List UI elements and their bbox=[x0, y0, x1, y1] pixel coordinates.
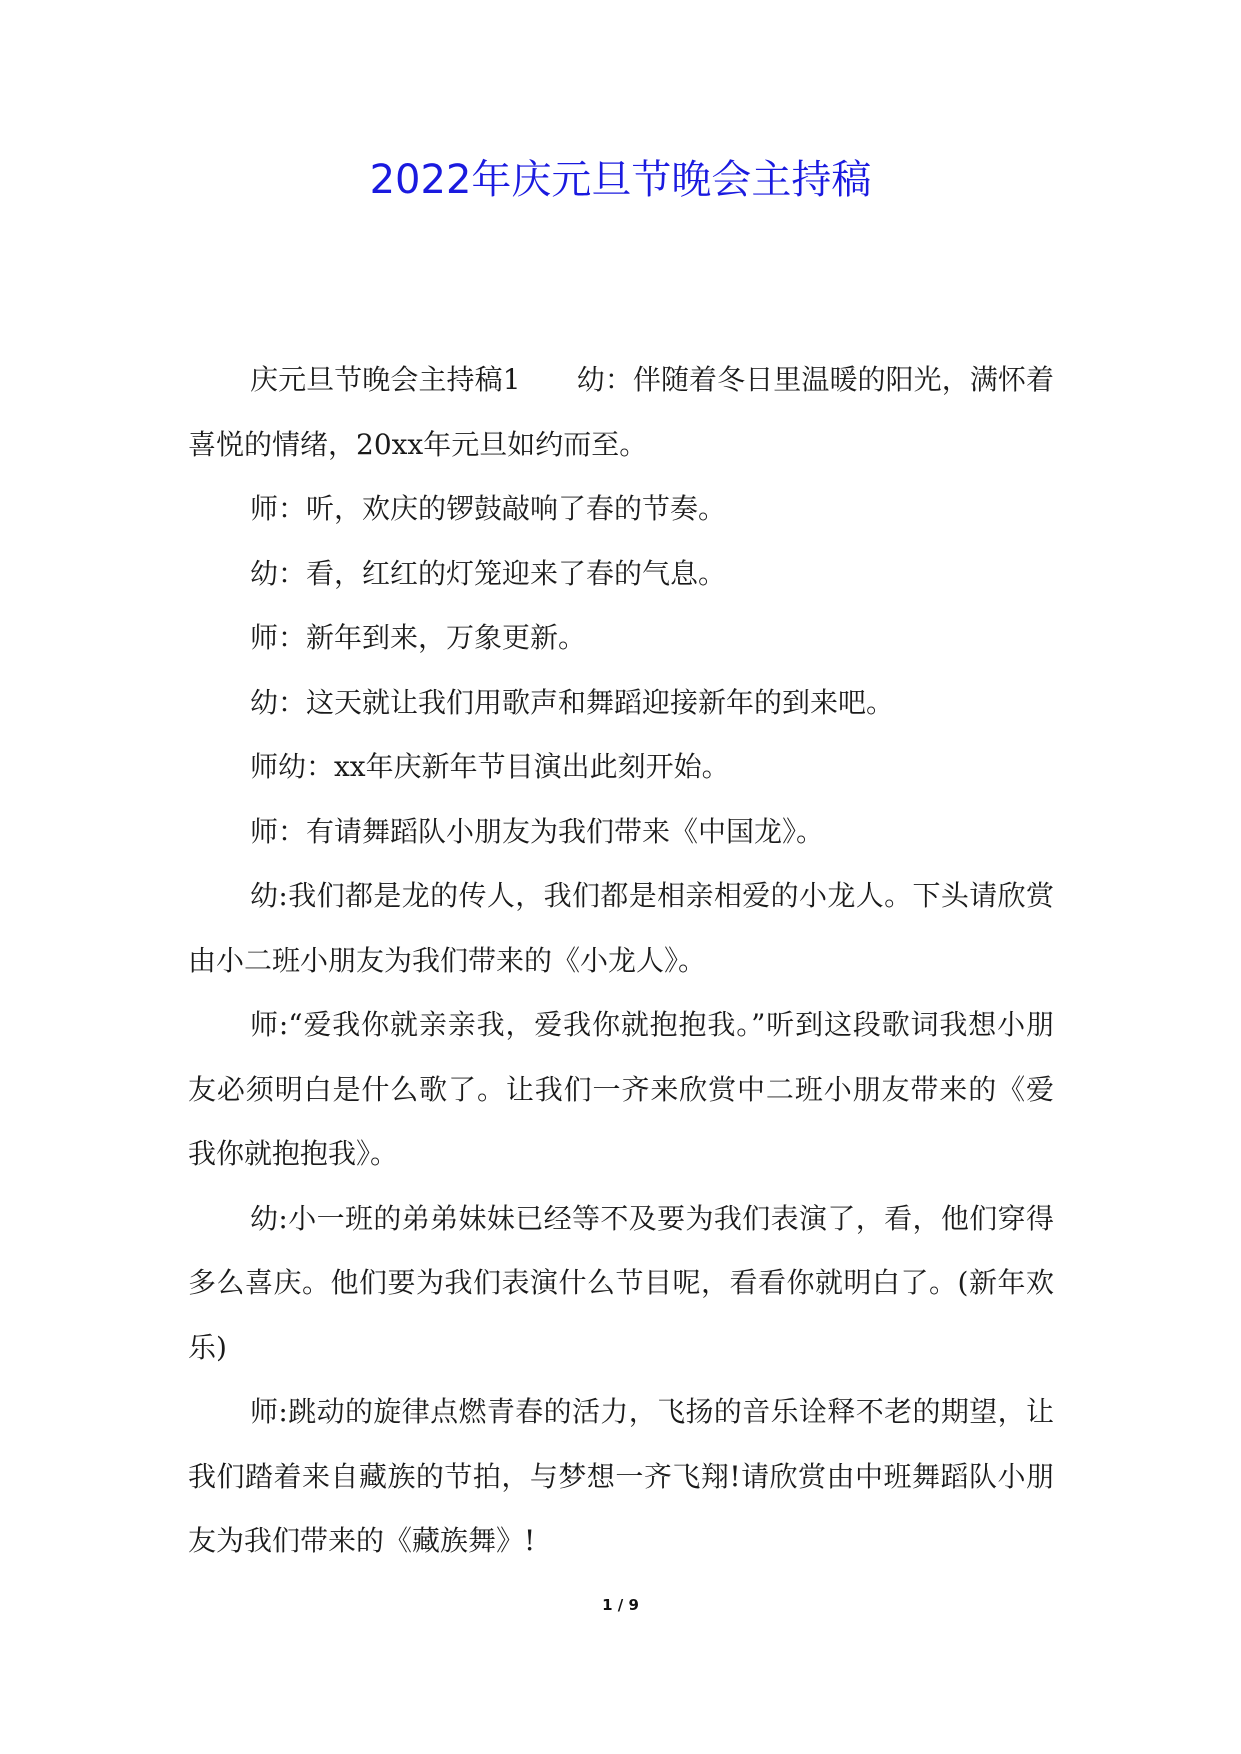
paragraph: 师:跳动的旋律点燃青春的活力，飞扬的音乐诠释不老的期望，让我们踏着来自藏族的节拍，与梦想一齐飞翔!请欣赏由中班舞蹈队小朋友为我们带来的《藏族舞》! bbox=[188, 1395, 1054, 1557]
document-body bbox=[188, 348, 1054, 1574]
page-number: 1 / 9 bbox=[602, 1596, 639, 1614]
paragraph: 师幼：xx年庆新年节目演出此刻开始。 bbox=[250, 750, 730, 783]
paragraph: 幼：看，红红的灯笼迎来了春的气息。 bbox=[250, 556, 727, 590]
paragraph: 师：新年到来，万象更新。 bbox=[250, 621, 587, 654]
paragraph: 师:“爱我你就亲亲我，爱我你就抱抱我。”听到这段歌词我想小朋友必须明白是什么歌了。让我们一齐来欣赏中二班小朋友带来的《爱我你就抱抱我》。 bbox=[188, 1008, 1054, 1170]
paragraph: 幼:我们都是龙的传人，我们都是相亲相爱的小龙人。下头请欣赏由小二班小朋友为我们带来的《小龙人》。 bbox=[188, 879, 1054, 977]
paragraph: 庆元旦节晚会主持稿1 幼：伴随着冬日里温暖的阳光，满怀着喜悦的情绪，20xx年元旦如约而至。 bbox=[188, 363, 1054, 461]
paragraph: 师：听，欢庆的锣鼓敲响了春的节奏。 bbox=[250, 492, 727, 525]
paragraph: 幼：这天就让我们用歌声和舞蹈迎接新年的到来吧。 bbox=[250, 685, 895, 719]
paragraph: 幼:小一班的弟弟妹妹已经等不及要为我们表演了，看，他们穿得多么喜庆。他们要为我们表演什么节目呢，看看你就明白了。(新年欢乐) bbox=[188, 1201, 1054, 1364]
document-title: 2022年庆元旦节晚会主持稿 bbox=[369, 157, 872, 203]
paragraph: 师：有请舞蹈队小朋友为我们带来《中国龙》。 bbox=[250, 814, 825, 848]
